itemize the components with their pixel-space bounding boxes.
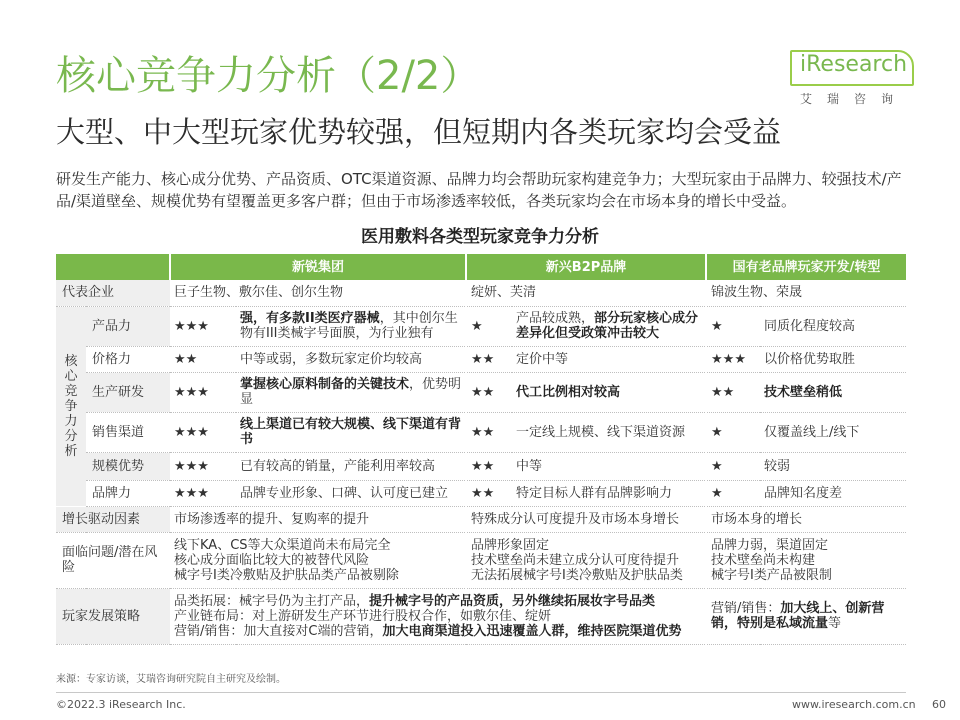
stars-price-c2: ★★ (466, 346, 512, 372)
risk-c1-line: 械字号I类冷敷贴及护肤品类产品被剔除 (174, 567, 399, 583)
stars-rd-c2: ★★ (466, 372, 512, 412)
strategy-c3-bold: 加大线上、创新营销，特别是私域流量 (711, 601, 885, 631)
row-label-rep: 代表企业 (56, 280, 170, 306)
risk-c3-line: 技术壁垒尚未构建 (711, 552, 816, 568)
core-vertical-text: 核心竞争力分析 (64, 353, 78, 459)
cell-price-c3: 以价格优势取胜 (760, 346, 906, 372)
table-row-risk (56, 532, 906, 588)
strategy-line-chain: 产业链布局：对上游研发生产环节进行股权合作，如敷尔佳、绽妍 (174, 608, 552, 624)
strategy-line-category (174, 594, 701, 609)
cell-rep-c3: 锦波生物、荣晟 (706, 280, 906, 306)
table-row-rep (56, 280, 906, 306)
cell-product-c2-bold: 部分玩家核心成分差异化但受政策冲击较大 (516, 311, 699, 341)
strategy-line3-bold: 加大电商渠道投入迅速覆盖人群，维持医院渠道优势 (382, 623, 682, 639)
risk-c2-line: 技术壁垒尚未建立成分认可度待提升 (471, 552, 680, 568)
logo-subtext: 艾瑞咨询 (800, 92, 909, 106)
cell-scale-c3: 较弱 (760, 452, 906, 480)
strategy-line1-text: 品类拓展：械字号仍为主打产品， (174, 593, 370, 609)
strategy-c3-tail: 等 (828, 616, 842, 631)
risk-c2-line: 无法拓展械字号I类冷敷贴及护肤品类 (471, 567, 683, 583)
cell-growth-c2: 特殊成分认可度提升及市场本身增长 (466, 506, 706, 532)
risk-c1-line: 线下KA、CS等大众渠道尚未布局完全 (174, 537, 391, 553)
row-label-product: 产品力 (86, 306, 170, 346)
cell-product-c3: 同质化程度较高 (760, 306, 906, 346)
stars-scale-c2: ★★ (466, 452, 512, 480)
competitiveness-table (56, 254, 906, 645)
row-label-channel: 销售渠道 (86, 412, 170, 452)
stars-price-c3: ★★★ (706, 346, 760, 372)
cell-risk-c2 (466, 532, 706, 588)
cell-risk-c3 (706, 532, 906, 588)
intro-paragraph: 研发生产能力、核心成分优势、产品资质、OTC渠道资源、品牌力均会帮助玩家构建竞争力；大型玩家由于品牌力、较强技术/产品/渠道壁垒、规模优势有望覆盖更多客户群；但由于市场渗透率较低，各类玩家均会在市场本身的增长中受益。 (56, 170, 902, 210)
strategy-line-marketing (174, 624, 701, 639)
cell-strategy-c3 (706, 588, 906, 644)
stars-brand-c3: ★ (706, 480, 760, 506)
table-row-price (56, 346, 906, 372)
cell-growth-c3: 市场本身的增长 (706, 506, 906, 532)
table-title: 医用敷料各类型玩家竞争力分析 (361, 227, 599, 247)
footer-divider (56, 692, 906, 693)
cell-rd-c3: 技术壁垒稍低 (760, 372, 906, 412)
cell-product-c1-bold: 强，有多款II类医疗器械 (240, 311, 380, 326)
cell-rd-c1-text: ，优势明显 (240, 377, 462, 407)
cell-price-c2: 定价中等 (512, 346, 706, 372)
stars-product-c2: ★ (466, 306, 512, 346)
row-label-rd: 生产研发 (86, 372, 170, 412)
cell-rd-c1 (236, 372, 466, 412)
table-row-channel (56, 412, 906, 452)
stars-scale-c1: ★★★ (170, 452, 236, 480)
table-row-product (56, 306, 906, 346)
col-header-new-group: 新锐集团 (170, 254, 466, 280)
page-subtitle: 大型、中大型玩家优势较强，但短期内各类玩家均会受益 (56, 115, 782, 149)
cell-scale-c2: 中等 (512, 452, 706, 480)
cell-growth-c1: 市场渗透率的提升、复购率的提升 (170, 506, 466, 532)
iresearch-logo (790, 50, 930, 110)
stars-product-c1: ★★★ (170, 306, 236, 346)
cell-rep-c1: 巨子生物、敷尔佳、创尔生物 (170, 280, 466, 306)
cell-scale-c1: 已有较高的销量，产能利用率较高 (236, 452, 466, 480)
website-link[interactable]: www.iresearch.com.cn (792, 698, 916, 711)
copyright: ©2022.3 iResearch Inc. (56, 698, 186, 711)
page-number: 60 (932, 698, 946, 711)
risk-c1-line: 核心成分面临比较大的被替代风险 (174, 552, 370, 568)
cell-rep-c2: 绽妍、芙清 (466, 280, 706, 306)
table-header-row (56, 254, 906, 280)
table-row-rd (56, 372, 906, 412)
cell-product-c2 (512, 306, 706, 346)
cell-brand-c1: 品牌专业形象、口碑、认可度已建立 (236, 480, 466, 506)
stars-channel-c3: ★ (706, 412, 760, 452)
stars-price-c1: ★★ (170, 346, 236, 372)
row-label-growth: 增长驱动因素 (56, 506, 170, 532)
stars-rd-c3: ★★ (706, 372, 760, 412)
stars-rd-c1: ★★★ (170, 372, 236, 412)
cell-channel-c2: 一定线上规模、线下渠道资源 (512, 412, 706, 452)
col-header-b2p-brand: 新兴B2P品牌 (466, 254, 706, 280)
cell-brand-c2: 特定目标人群有品牌影响力 (512, 480, 706, 506)
stars-channel-c2: ★★ (466, 412, 512, 452)
table-row-growth (56, 506, 906, 532)
core-vertical-label (56, 306, 86, 506)
cell-product-c1-text: ，其中创尔生物有III类械字号面膜，为行业独有 (240, 311, 458, 341)
row-label-risk: 面临问题/潜在风险 (56, 532, 170, 588)
risk-c2-line: 品牌形象固定 (471, 537, 550, 553)
row-label-brand: 品牌力 (86, 480, 170, 506)
table-row-brand (56, 480, 906, 506)
risk-c3-line: 品牌力弱，渠道固定 (711, 537, 829, 553)
cell-product-c2-text: 产品较成熟， (516, 311, 595, 326)
cell-channel-c1: 线上渠道已有较大规模、线下渠道有背书 (236, 412, 466, 452)
page-title: 核心竞争力分析（2/2） (56, 53, 481, 99)
header-blank (56, 254, 170, 280)
stars-scale-c3: ★ (706, 452, 760, 480)
col-header-state-brand: 国有老品牌玩家开发/转型 (706, 254, 906, 280)
strategy-c3-text: 营销/销售： (711, 601, 781, 616)
stars-brand-c1: ★★★ (170, 480, 236, 506)
row-label-price: 价格力 (86, 346, 170, 372)
stars-product-c3: ★ (706, 306, 760, 346)
cell-risk-c1 (170, 532, 466, 588)
cell-brand-c3: 品牌知名度差 (760, 480, 906, 506)
cell-rd-c2: 代工比例相对较高 (512, 372, 706, 412)
source-note: 来源：专家访谈，艾瑞咨询研究院自主研究及绘制。 (56, 674, 286, 685)
cell-channel-c3: 仅覆盖线上/线下 (760, 412, 906, 452)
cell-rd-c1-bold: 掌握核心原料制备的关键技术 (240, 377, 410, 392)
row-label-strategy: 玩家发展策略 (56, 588, 170, 644)
row-label-scale: 规模优势 (86, 452, 170, 480)
stars-brand-c2: ★★ (466, 480, 512, 506)
risk-c3-line: 械字号I类产品被限制 (711, 567, 832, 583)
cell-price-c1: 中等或弱，多数玩家定价均较高 (236, 346, 466, 372)
cell-strategy-c1 (170, 588, 706, 644)
table-row-scale (56, 452, 906, 480)
table-row-strategy (56, 588, 906, 644)
logo-text: iResearch (800, 52, 908, 77)
strategy-line1-bold: 提升械字号的产品资质，另外继续拓展妆字号品类 (369, 593, 656, 609)
stars-channel-c1: ★★★ (170, 412, 236, 452)
cell-product-c1 (236, 306, 466, 346)
strategy-line3-text: 营销/销售：加大直接对C端的营销， (174, 623, 383, 639)
